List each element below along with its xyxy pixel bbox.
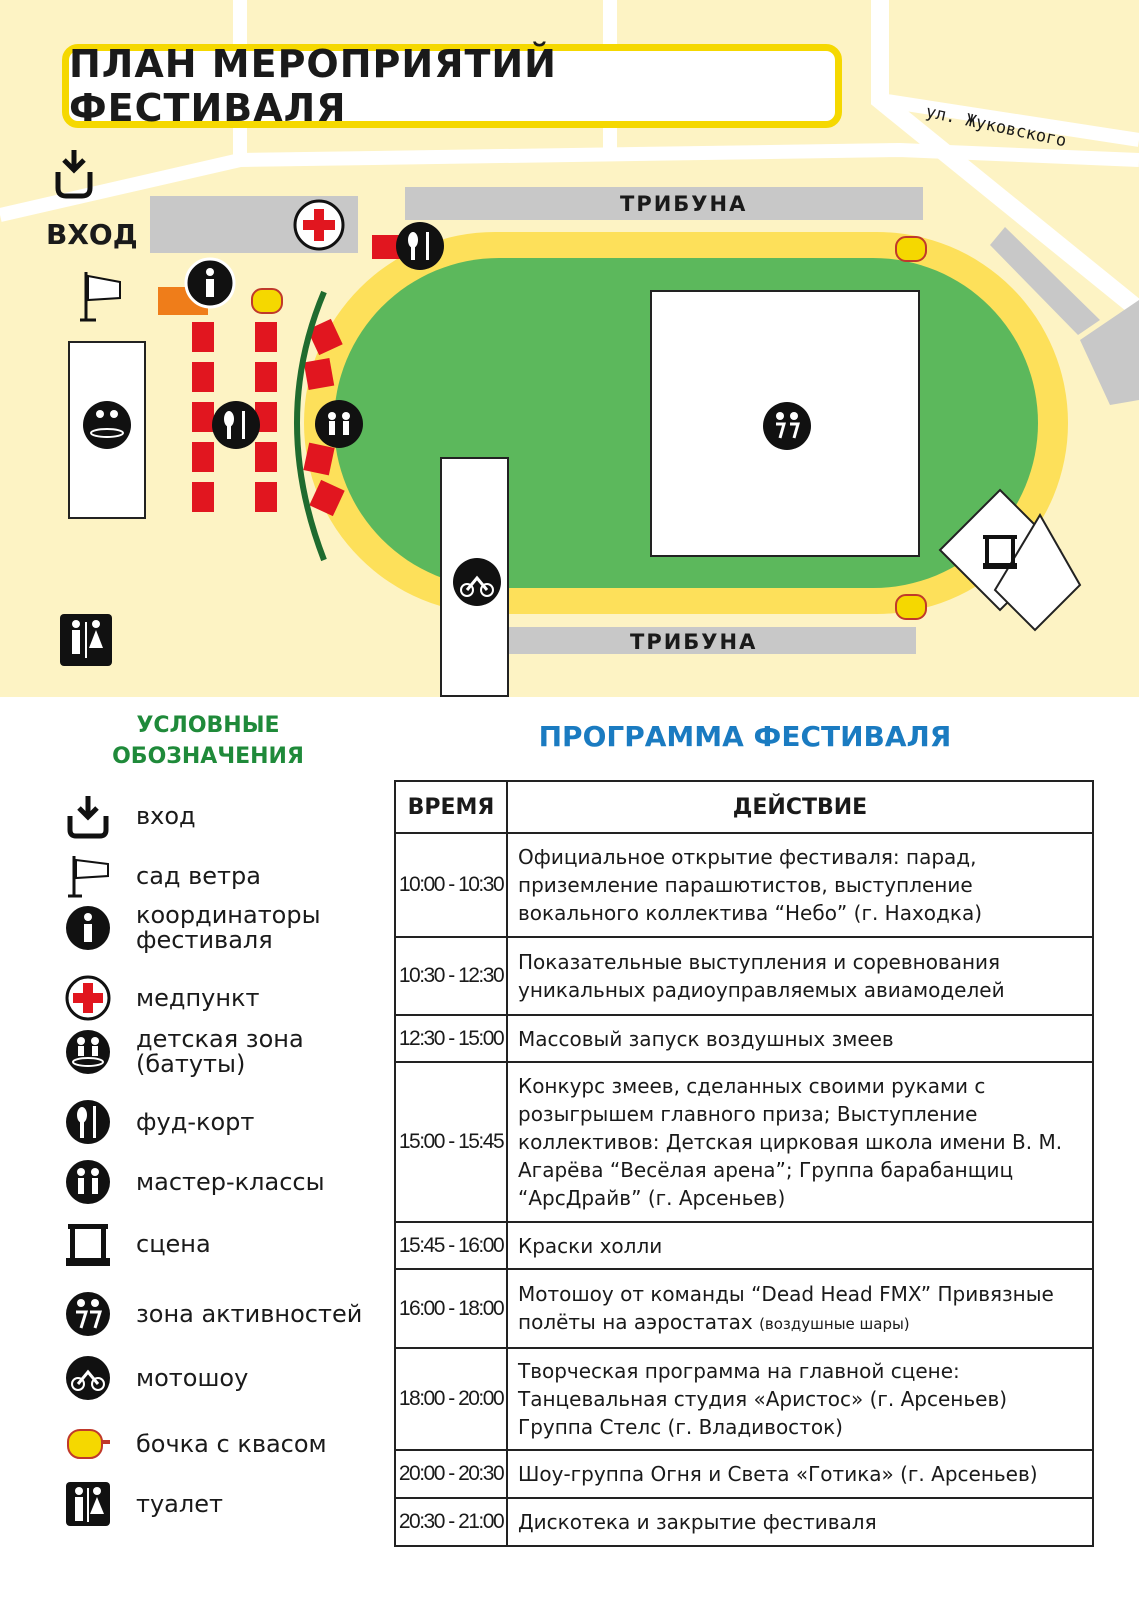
- legend-label: сцена: [136, 1229, 211, 1258]
- row-time: 18:00 - 20:00: [395, 1348, 507, 1450]
- stand-bottom-label: ТРИБУНА: [630, 630, 758, 654]
- stand-top-label: ТРИБУНА: [620, 192, 748, 216]
- map-title: ПЛАН МЕРОПРИЯТИЙ ФЕСТИВАЛЯ: [69, 42, 557, 130]
- table-row: [395, 1498, 1093, 1546]
- street-label: ул. Жуковского: [923, 102, 1069, 152]
- medical-cross-icon: [64, 974, 112, 1022]
- row-action: Конкурс змеев, сделанных своими руками с розыгрышем главного приза; Выступление коллективов: Детская цирковая школа имени В. М. Агарёва “Весёлая арена”; Группа барабанщиц “АрсДрайв” (г. Арсеньев): [507, 1062, 1093, 1222]
- legend-item-toilet: [62, 1478, 392, 1530]
- info-icon: [186, 259, 234, 307]
- workshop-icon: [64, 1158, 112, 1206]
- legend-label: зона активностей: [136, 1299, 363, 1328]
- legend-item-food: [62, 1096, 392, 1148]
- legend-label: мастер-классы: [136, 1167, 325, 1196]
- legend-label: медпункт: [136, 983, 260, 1012]
- row-action: Показательные выступления и соревнования уникальных радиоуправляемых авиамоделей: [507, 937, 1093, 1015]
- row-action: Официальное открытие фестиваля: парад, приземление парашютистов, выступление вокального коллектива “Небо” (г. Находка): [507, 833, 1093, 937]
- row-action-note: (воздушные шары): [759, 1314, 910, 1333]
- row-time: 12:30 - 15:00: [395, 1015, 507, 1062]
- activity-icon: [64, 1290, 112, 1338]
- toilet-icon: [64, 1480, 112, 1528]
- row-time: 20:00 - 20:30: [395, 1450, 507, 1498]
- row-action: Шоу-группа Огня и Света «Готика» (г. Арсеньев): [507, 1450, 1093, 1498]
- row-action: Дискотека и закрытие фестиваля: [507, 1498, 1093, 1546]
- legend-item-medical: [62, 972, 392, 1024]
- legend-label: бочка с квасом: [136, 1429, 327, 1458]
- food-icon-top: [396, 222, 444, 270]
- legend-item-trampoline: [62, 1026, 392, 1078]
- legend-item-windsock: [62, 850, 392, 902]
- table-row: [395, 1348, 1093, 1450]
- kvass-barrel-icon: [64, 1420, 112, 1468]
- medical-cross-icon: [295, 201, 343, 249]
- food-icon-rows: [212, 401, 260, 449]
- table-row: [395, 937, 1093, 1015]
- entrance-icon: [64, 792, 112, 840]
- row-action-cell: [507, 1269, 1093, 1348]
- toilet-icon: [60, 614, 112, 666]
- row-time: 20:30 - 21:00: [395, 1498, 507, 1546]
- table-row: [395, 1450, 1093, 1498]
- program-table: [394, 780, 1094, 1547]
- row-time: 16:00 - 18:00: [395, 1269, 507, 1348]
- row-action: Мотошоу от команды “Dead Head FMX” Привязные полёты на аэростатах: [518, 1281, 1054, 1334]
- legend-title-line2: ОБОЗНАЧЕНИЯ: [112, 744, 304, 769]
- info-icon: [64, 904, 112, 952]
- legend-label: детская зона (батуты): [136, 1025, 304, 1078]
- legend-title-line1: УСЛОВНЫЕ: [136, 713, 280, 738]
- motorcycle-icon: [453, 558, 501, 606]
- legend-item-info: [62, 902, 392, 954]
- trampoline-icon: [83, 401, 131, 449]
- legend-item-workshop: [62, 1156, 392, 1208]
- trampoline-icon: [64, 1028, 112, 1076]
- legend-label: фуд-корт: [136, 1107, 255, 1136]
- row-action: Краски холли: [507, 1222, 1093, 1269]
- legend-item-stage: [62, 1218, 392, 1270]
- table-row: [395, 1222, 1093, 1269]
- legend-title: [58, 710, 358, 772]
- map-title-frame: [62, 44, 842, 128]
- legend-label: вход: [136, 801, 196, 830]
- row-time: 10:00 - 10:30: [395, 833, 507, 937]
- legend-item-motorcycle: [62, 1352, 392, 1404]
- activity-icon: [763, 402, 811, 450]
- column-header-action: ДЕЙСТВИЕ: [507, 781, 1093, 833]
- legend-label: мотошоу: [136, 1363, 249, 1392]
- row-time: 15:45 - 16:00: [395, 1222, 507, 1269]
- legend-label: туалет: [136, 1489, 223, 1518]
- entrance-label: ВХОД: [46, 218, 138, 251]
- legend-item-entrance: [62, 790, 392, 842]
- legend-label: координаторы фестиваля: [136, 901, 321, 954]
- program-title: ПРОГРАММА ФЕСТИВАЛЯ: [538, 720, 952, 753]
- row-time: 15:00 - 15:45: [395, 1062, 507, 1222]
- food-icon: [64, 1098, 112, 1146]
- row-action: Массовый запуск воздушных змеев: [507, 1015, 1093, 1062]
- legend-label: сад ветра: [136, 861, 261, 890]
- table-header-row: [395, 781, 1093, 833]
- legend-item-kvass: [62, 1418, 392, 1470]
- windsock-icon: [64, 852, 112, 900]
- row-action: Творческая программа на главной сцене: Танцевальная студия «Аристос» (г. Арсеньев) Группа Стелс (г. Владивосток): [507, 1348, 1093, 1450]
- table-row: [395, 1015, 1093, 1062]
- column-header-time: ВРЕМЯ: [395, 781, 507, 833]
- row-time: 10:30 - 12:30: [395, 937, 507, 1015]
- motorcycle-icon: [64, 1354, 112, 1402]
- table-row: [395, 833, 1093, 937]
- workshop-icon: [315, 400, 363, 448]
- table-row: [395, 1062, 1093, 1222]
- table-row: [395, 1269, 1093, 1348]
- legend-item-activity: [62, 1288, 392, 1340]
- stage-icon: [64, 1220, 112, 1268]
